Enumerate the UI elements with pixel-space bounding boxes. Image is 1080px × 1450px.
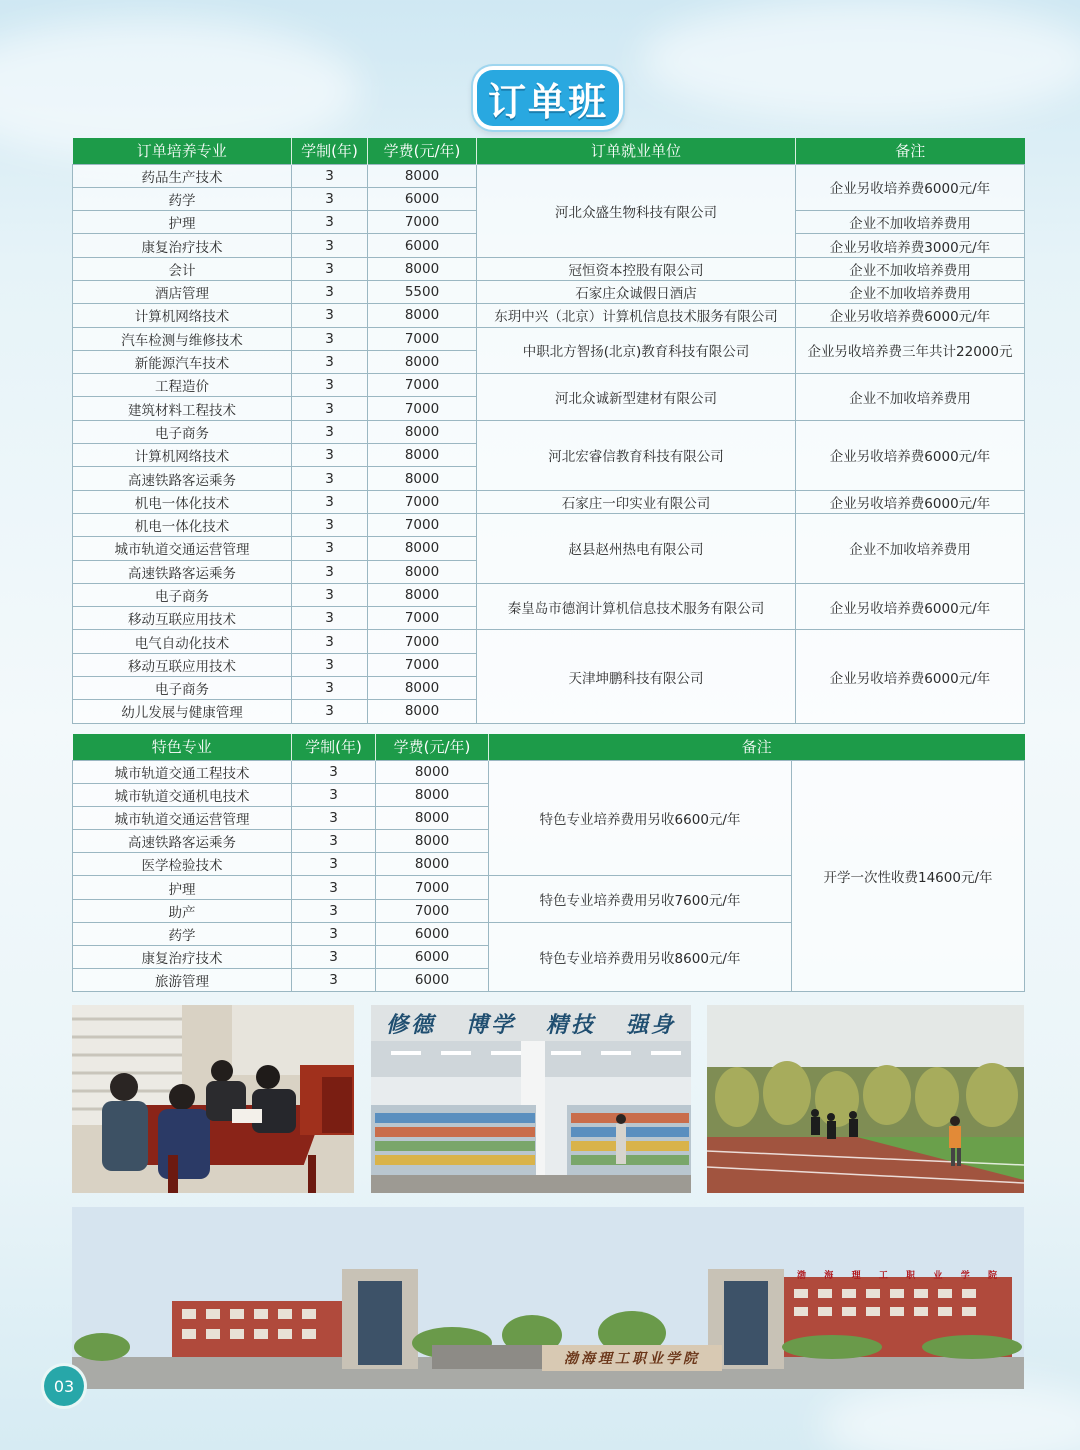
- duration-cell: 3: [292, 899, 376, 922]
- library-motto: [371, 1005, 691, 1041]
- tuition-cell: 7000: [368, 490, 477, 513]
- motto-text: 博学: [465, 1012, 516, 1038]
- remark-cell: 企业不加收培养费用: [796, 257, 1025, 280]
- employer-cell: 秦皇岛市德润计算机信息技术服务有限公司: [477, 583, 796, 630]
- tuition-cell: 8000: [368, 257, 477, 280]
- employer-cell: 河北众盛生物科技有限公司: [477, 164, 796, 257]
- duration-cell: 3: [292, 187, 368, 210]
- major-cell: 高速铁路客运乘务: [73, 830, 292, 853]
- header-employer: 订单就业单位: [477, 138, 796, 164]
- overall-note-cell: 开学一次性收费14600元/年: [792, 760, 1025, 992]
- duration-cell: 3: [292, 374, 368, 397]
- tuition-cell: 8000: [376, 806, 489, 829]
- building-sign-char: 业: [933, 1270, 943, 1281]
- duration-cell: 3: [292, 653, 368, 676]
- duration-cell: 3: [292, 853, 376, 876]
- duration-cell: 3: [292, 830, 376, 853]
- building-sign-char: 学: [960, 1270, 970, 1281]
- header-special-major: 特色专业: [73, 734, 292, 760]
- table-row: [73, 257, 1025, 280]
- remark-cell: 企业不加收培养费用: [796, 374, 1025, 421]
- tuition-cell: 8000: [368, 677, 477, 700]
- tuition-cell: 7000: [368, 630, 477, 653]
- tuition-cell: 7000: [376, 876, 489, 899]
- table-row: [73, 327, 1025, 350]
- duration-cell: 3: [292, 257, 368, 280]
- duration-cell: 3: [292, 677, 368, 700]
- tuition-cell: 7000: [368, 653, 477, 676]
- major-cell: 计算机网络技术: [73, 444, 292, 467]
- header-tuition: 学费(元/年): [376, 734, 489, 760]
- major-cell: 药品生产技术: [73, 164, 292, 187]
- duration-cell: 3: [292, 630, 368, 653]
- cloud-decoration: [640, 0, 1080, 120]
- building-sign-char: 院: [987, 1270, 997, 1281]
- tuition-cell: 8000: [376, 853, 489, 876]
- duration-cell: 3: [292, 211, 368, 234]
- tuition-cell: 8000: [368, 560, 477, 583]
- special-majors-table: [72, 734, 1025, 992]
- major-cell: 高速铁路客运乘务: [73, 467, 292, 490]
- major-cell: 药学: [73, 922, 292, 945]
- gate-sign: 渤海理工职业学院: [542, 1345, 722, 1371]
- page-title-badge: [477, 70, 619, 126]
- major-cell: 康复治疗技术: [73, 234, 292, 257]
- tuition-cell: 6000: [368, 234, 477, 257]
- major-cell: 移动互联应用技术: [73, 653, 292, 676]
- table-row: [73, 513, 1025, 536]
- remark-cell: 企业另收培养费6000元/年: [796, 583, 1025, 630]
- header-remarks: 备注: [489, 734, 1025, 760]
- table-row: [73, 583, 1025, 606]
- fee-note-cell: 特色专业培养费用另收6600元/年: [489, 760, 792, 876]
- major-cell: 城市轨道交通运营管理: [73, 806, 292, 829]
- tuition-cell: 7000: [376, 899, 489, 922]
- table-row: [73, 304, 1025, 327]
- tuition-cell: 6000: [376, 969, 489, 992]
- duration-cell: 3: [292, 969, 376, 992]
- tuition-cell: 6000: [376, 922, 489, 945]
- motto-text: 精技: [545, 1012, 596, 1038]
- table-row: [73, 630, 1025, 653]
- employer-cell: 石家庄众诚假日酒店: [477, 280, 796, 303]
- major-cell: 康复治疗技术: [73, 946, 292, 969]
- building-sign-char: 职: [906, 1270, 916, 1281]
- duration-cell: 3: [292, 420, 368, 443]
- major-cell: 幼儿发展与健康管理: [73, 700, 292, 723]
- students-studying-photo: [72, 1005, 354, 1193]
- remark-cell: 企业另收培养费6000元/年: [796, 164, 1025, 211]
- major-cell: 酒店管理: [73, 280, 292, 303]
- major-cell: 新能源汽车技术: [73, 350, 292, 373]
- duration-cell: 3: [292, 876, 376, 899]
- duration-cell: 3: [292, 397, 368, 420]
- employer-cell: 石家庄一印实业有限公司: [477, 490, 796, 513]
- header-remarks: 备注: [796, 138, 1025, 164]
- major-cell: 汽车检测与维修技术: [73, 327, 292, 350]
- major-cell: 会计: [73, 257, 292, 280]
- major-cell: 计算机网络技术: [73, 304, 292, 327]
- tuition-cell: 8000: [368, 537, 477, 560]
- major-cell: 医学检验技术: [73, 853, 292, 876]
- duration-cell: 3: [292, 444, 368, 467]
- major-cell: 护理: [73, 876, 292, 899]
- table-header-row: [73, 734, 1025, 760]
- employer-cell: 天津坤鹏科技有限公司: [477, 630, 796, 723]
- duration-cell: 3: [292, 537, 368, 560]
- header-tuition: 学费(元/年): [368, 138, 477, 164]
- motto-text: 修德: [385, 1012, 436, 1038]
- major-cell: 电子商务: [73, 420, 292, 443]
- remark-cell: 企业另收培养费6000元/年: [796, 304, 1025, 327]
- table-row: [73, 280, 1025, 303]
- order-class-table: [72, 138, 1025, 724]
- table-row: [73, 760, 1025, 783]
- major-cell: 机电一体化技术: [73, 513, 292, 536]
- tuition-cell: 8000: [368, 583, 477, 606]
- major-cell: 电子商务: [73, 583, 292, 606]
- major-cell: 城市轨道交通工程技术: [73, 760, 292, 783]
- tuition-cell: 5500: [368, 280, 477, 303]
- major-cell: 助产: [73, 899, 292, 922]
- building-sign: [797, 1267, 997, 1281]
- tuition-cell: 8000: [376, 760, 489, 783]
- major-cell: 高速铁路客运乘务: [73, 560, 292, 583]
- tuition-cell: 8000: [376, 830, 489, 853]
- tuition-cell: 8000: [376, 783, 489, 806]
- header-duration: 学制(年): [292, 734, 376, 760]
- remark-cell: 企业另收培养费6000元/年: [796, 420, 1025, 490]
- tuition-cell: 7000: [368, 327, 477, 350]
- employer-cell: 冠恒资本控股有限公司: [477, 257, 796, 280]
- fee-note-cell: 特色专业培养费用另收8600元/年: [489, 922, 792, 992]
- tuition-cell: 6000: [368, 187, 477, 210]
- tuition-cell: 6000: [376, 946, 489, 969]
- duration-cell: 3: [292, 234, 368, 257]
- employer-cell: 河北众诚新型建材有限公司: [477, 374, 796, 421]
- duration-cell: 3: [292, 760, 376, 783]
- duration-cell: 3: [292, 607, 368, 630]
- tuition-cell: 7000: [368, 211, 477, 234]
- duration-cell: 3: [292, 350, 368, 373]
- duration-cell: 3: [292, 806, 376, 829]
- tuition-cell: 8000: [368, 350, 477, 373]
- tuition-cell: 7000: [368, 374, 477, 397]
- building-sign-char: 渤: [797, 1270, 807, 1281]
- library-photo: [371, 1005, 691, 1193]
- building-sign-char: 工: [878, 1270, 888, 1281]
- duration-cell: 3: [292, 560, 368, 583]
- tuition-cell: 8000: [368, 700, 477, 723]
- tuition-cell: 7000: [368, 607, 477, 630]
- major-cell: 电气自动化技术: [73, 630, 292, 653]
- employer-cell: 赵县赵州热电有限公司: [477, 513, 796, 583]
- sports-field-photo: [707, 1005, 1024, 1193]
- tuition-cell: 8000: [368, 444, 477, 467]
- duration-cell: 3: [292, 327, 368, 350]
- table-header-row: [73, 138, 1025, 164]
- duration-cell: 3: [292, 513, 368, 536]
- duration-cell: 3: [292, 467, 368, 490]
- campus-gate-photo: [72, 1207, 1024, 1389]
- remark-cell: 企业不加收培养费用: [796, 211, 1025, 234]
- employer-cell: 东玥中兴（北京）计算机信息技术服务有限公司: [477, 304, 796, 327]
- duration-cell: 3: [292, 280, 368, 303]
- tuition-cell: 8000: [368, 304, 477, 327]
- major-cell: 工程造价: [73, 374, 292, 397]
- duration-cell: 3: [292, 304, 368, 327]
- remark-cell: 企业另收培养费6000元/年: [796, 630, 1025, 723]
- table-row: [73, 420, 1025, 443]
- remark-cell: 企业另收培养费6000元/年: [796, 490, 1025, 513]
- remark-cell: 企业不加收培养费用: [796, 280, 1025, 303]
- header-major: 订单培养专业: [73, 138, 292, 164]
- employer-cell: 中职北方智扬(北京)教育科技有限公司: [477, 327, 796, 374]
- duration-cell: 3: [292, 922, 376, 945]
- major-cell: 移动互联应用技术: [73, 607, 292, 630]
- remark-cell: 企业另收培养费三年共计22000元: [796, 327, 1025, 374]
- duration-cell: 3: [292, 583, 368, 606]
- employer-cell: 河北宏睿信教育科技有限公司: [477, 420, 796, 490]
- duration-cell: 3: [292, 946, 376, 969]
- major-cell: 药学: [73, 187, 292, 210]
- major-cell: 电子商务: [73, 677, 292, 700]
- fee-note-cell: 特色专业培养费用另收7600元/年: [489, 876, 792, 922]
- tuition-cell: 8000: [368, 467, 477, 490]
- major-cell: 城市轨道交通运营管理: [73, 537, 292, 560]
- building-sign-char: 理: [851, 1270, 861, 1281]
- page-number: 03: [44, 1366, 84, 1406]
- tuition-cell: 7000: [368, 513, 477, 536]
- tuition-cell: 8000: [368, 164, 477, 187]
- remark-cell: 企业另收培养费3000元/年: [796, 234, 1025, 257]
- table-row: [73, 374, 1025, 397]
- remark-cell: 企业不加收培养费用: [796, 513, 1025, 583]
- major-cell: 旅游管理: [73, 969, 292, 992]
- major-cell: 城市轨道交通机电技术: [73, 783, 292, 806]
- tuition-cell: 8000: [368, 420, 477, 443]
- duration-cell: 3: [292, 490, 368, 513]
- major-cell: 护理: [73, 211, 292, 234]
- tuition-cell: 7000: [368, 397, 477, 420]
- major-cell: 机电一体化技术: [73, 490, 292, 513]
- duration-cell: 3: [292, 700, 368, 723]
- major-cell: 建筑材料工程技术: [73, 397, 292, 420]
- motto-text: 强身: [625, 1012, 676, 1038]
- page-title: 订单班: [477, 70, 619, 126]
- header-duration: 学制(年): [292, 138, 368, 164]
- cloud-decoration: [820, 1380, 1080, 1450]
- table-row: [73, 164, 1025, 187]
- building-sign-char: 海: [824, 1270, 834, 1281]
- duration-cell: 3: [292, 783, 376, 806]
- table-row: [73, 490, 1025, 513]
- duration-cell: 3: [292, 164, 368, 187]
